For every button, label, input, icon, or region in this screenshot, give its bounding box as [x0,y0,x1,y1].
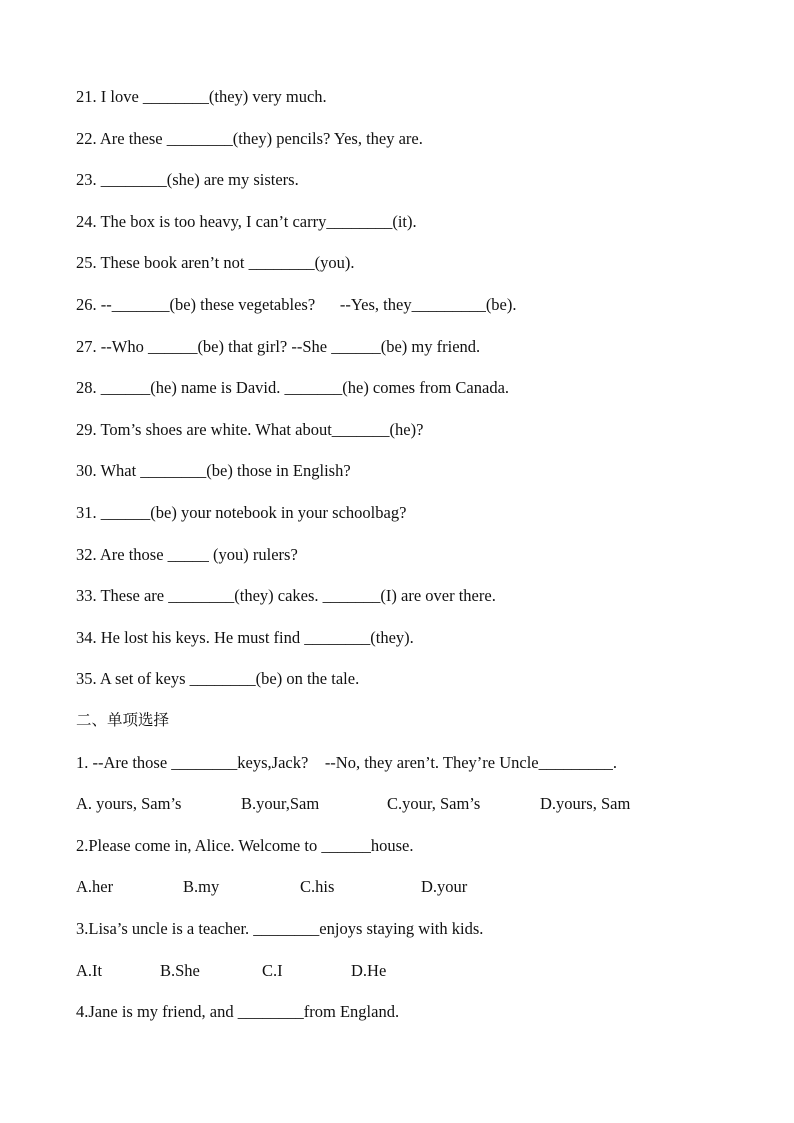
option-c: C.I [262,961,283,980]
question-33: 33. These are ________(they) cakes. _______(I) are over there. [76,586,496,605]
option-d: D.He [351,961,387,980]
option-c: C.your, Sam’s [387,794,481,813]
option-d: D.yours, Sam [540,794,631,813]
option-b: B.She [160,961,200,980]
option-b: B.your,Sam [241,794,320,813]
question-25: 25. These book aren’t not ________(you). [76,253,355,272]
mc-question-4: 4.Jane is my friend, and ________from England. [76,1002,400,1021]
option-c: C.his [300,877,335,896]
question-21: 21. I love ________(they) very much. [76,87,327,106]
mc-question-1: 1. --Are those ________keys,Jack? --No, they aren’t. They’re Uncle_________. [76,753,617,772]
mc-options-2 [76,877,467,897]
question-35: 35. A set of keys ________(be) on the tale. [76,669,360,688]
question-23: 23. ________(she) are my sisters. [76,170,299,189]
mc-question-3: 3.Lisa’s uncle is a teacher. ________enjoys staying with kids. [76,919,484,938]
question-34: 34. He lost his keys. He must find ________(they). [76,628,414,647]
question-28: 28. ______(he) name is David. _______(he) comes from Canada. [76,378,510,397]
question-24: 24. The box is too heavy, I can’t carry________(it). [76,212,417,231]
question-31: 31. ______(be) your notebook in your schoolbag? [76,503,407,522]
option-a: A. yours, Sam’s [76,794,182,813]
mc-question-2: 2.Please come in, Alice. Welcome to ______house. [76,836,414,855]
option-a: A.her [76,877,114,896]
mc-options-1 [76,794,630,814]
option-d: D.your [421,877,468,896]
question-26: 26. --_______(be) these vegetables? --Yes, they_________(be). [76,295,517,314]
question-22: 22. Are these ________(they) pencils? Yes, they are. [76,129,423,148]
mc-options-3 [76,961,386,981]
option-a: A.It [76,961,103,980]
question-27: 27. --Who ______(be) that girl? --She ______(be) my friend. [76,337,481,356]
question-30: 30. What ________(be) those in English? [76,461,351,480]
section-heading: 二、单项选择 [76,711,170,729]
option-b: B.my [183,877,220,896]
question-29: 29. Tom’s shoes are white. What about_______(he)? [76,420,424,439]
question-32: 32. Are those _____ (you) rulers? [76,545,298,564]
